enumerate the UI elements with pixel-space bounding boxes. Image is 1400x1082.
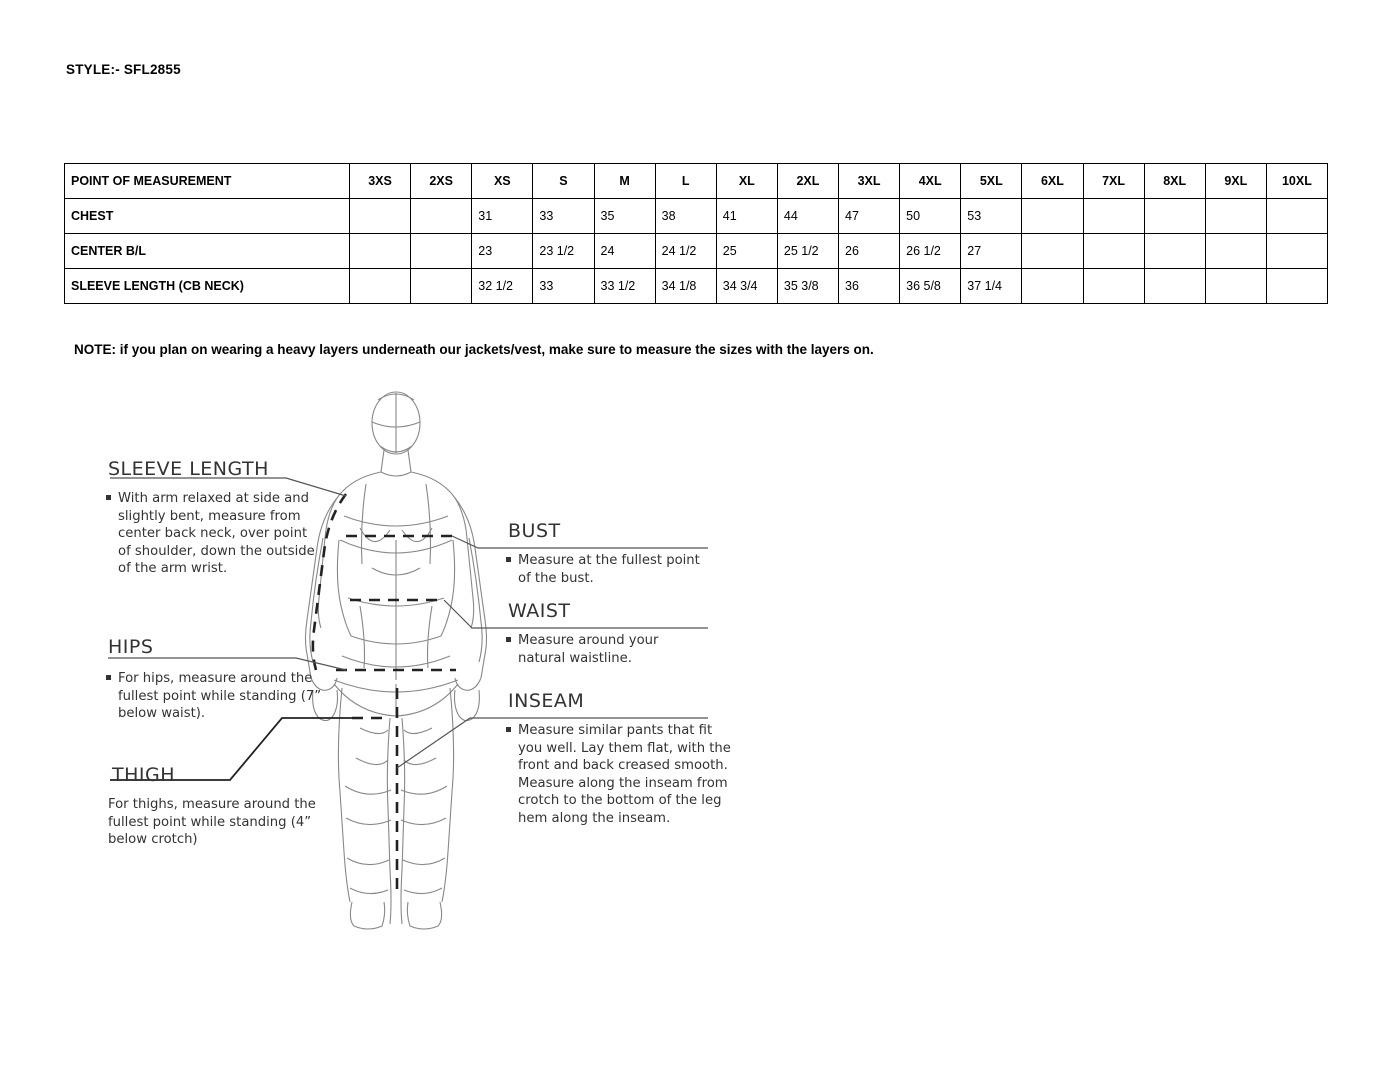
column-header-size: L <box>655 164 716 199</box>
annotation-text: Measure similar pants that fit you well. Lay them flat, with the front and back creased smooth. Measure along the inseam from crotch to the bottom of the leg hem along the inseam. <box>518 723 731 826</box>
table-cell <box>1144 234 1205 269</box>
table-cell: 25 1/2 <box>777 234 838 269</box>
table-cell: 24 <box>594 234 655 269</box>
annotation-title-waist: WAIST <box>508 600 571 622</box>
annotation-title-thigh: THIGH <box>112 764 176 786</box>
annotation-body-sleeve-length <box>118 490 323 578</box>
bullet-icon <box>506 557 511 562</box>
table-cell <box>1144 269 1205 304</box>
annotation-body-waist <box>518 632 708 667</box>
annotation-text: Measure around your natural waistline. <box>518 633 659 666</box>
annotation-text: With arm relaxed at side and slightly bent, measure from center back neck, over point of shoulder, down the outside of the arm wrist. <box>118 491 315 576</box>
table-cell: 33 <box>533 269 594 304</box>
annotation-body-bust <box>518 552 708 587</box>
table-cell <box>1266 269 1327 304</box>
table-cell <box>1083 234 1144 269</box>
table-row <box>65 269 1328 304</box>
size-chart-table <box>64 163 1328 304</box>
annotation-body-inseam <box>518 722 736 827</box>
table-cell <box>1022 199 1083 234</box>
table-cell <box>350 234 411 269</box>
bullet-icon <box>506 727 511 732</box>
annotation-title-bust: BUST <box>508 520 561 542</box>
table-cell: 37 1/4 <box>961 269 1022 304</box>
column-header-size: 4XL <box>900 164 961 199</box>
table-cell: 41 <box>716 199 777 234</box>
table-cell: 38 <box>655 199 716 234</box>
table-cell: 36 <box>839 269 900 304</box>
annotation-body-hips <box>118 670 330 723</box>
table-cell <box>1144 199 1205 234</box>
table-cell <box>350 199 411 234</box>
column-header-size: 2XL <box>777 164 838 199</box>
table-cell: 44 <box>777 199 838 234</box>
table-cell <box>1083 269 1144 304</box>
table-cell <box>1266 199 1327 234</box>
row-label: CHEST <box>65 199 350 234</box>
column-header-size: XL <box>716 164 777 199</box>
table-cell: 34 3/4 <box>716 269 777 304</box>
table-cell <box>350 269 411 304</box>
bullet-icon <box>106 675 111 680</box>
table-cell <box>1022 234 1083 269</box>
column-header-size: 10XL <box>1266 164 1327 199</box>
annotation-title-inseam: INSEAM <box>508 690 585 712</box>
table-cell <box>411 269 472 304</box>
table-cell: 35 <box>594 199 655 234</box>
table-cell: 36 5/8 <box>900 269 961 304</box>
table-cell <box>1205 234 1266 269</box>
table-cell: 34 1/8 <box>655 269 716 304</box>
column-header-size: 3XL <box>839 164 900 199</box>
leader-waist <box>444 600 708 628</box>
column-header-size: XS <box>472 164 533 199</box>
row-label: SLEEVE LENGTH (CB NECK) <box>65 269 350 304</box>
column-header-size: 3XS <box>350 164 411 199</box>
column-header-size: 6XL <box>1022 164 1083 199</box>
table-header-row <box>65 164 1328 199</box>
column-header-size: S <box>533 164 594 199</box>
table-cell: 24 1/2 <box>655 234 716 269</box>
table-cell: 31 <box>472 199 533 234</box>
table-cell: 26 <box>839 234 900 269</box>
table-cell: 35 3/8 <box>777 269 838 304</box>
row-label: CENTER B/L <box>65 234 350 269</box>
table-cell: 50 <box>900 199 961 234</box>
table-cell: 25 <box>716 234 777 269</box>
table-cell: 33 <box>533 199 594 234</box>
table-cell: 47 <box>839 199 900 234</box>
column-header-size: M <box>594 164 655 199</box>
annotation-text: For hips, measure around the fullest point while standing (7” below waist). <box>118 671 322 721</box>
annotation-text: For thighs, measure around the fullest point while standing (4” below crotch) <box>108 797 316 847</box>
table-cell: 33 1/2 <box>594 269 655 304</box>
table-cell <box>1266 234 1327 269</box>
column-header-size: 2XS <box>411 164 472 199</box>
table-row <box>65 199 1328 234</box>
table-cell: 23 1/2 <box>533 234 594 269</box>
leader-bust <box>452 536 708 548</box>
annotation-title-hips: HIPS <box>108 636 154 658</box>
column-header-size: 9XL <box>1205 164 1266 199</box>
table-cell <box>1022 269 1083 304</box>
annotation-body-thigh <box>108 796 322 849</box>
table-cell: 27 <box>961 234 1022 269</box>
bullet-icon <box>106 495 111 500</box>
table-cell <box>411 234 472 269</box>
table-cell <box>1205 199 1266 234</box>
table-cell <box>411 199 472 234</box>
page-title: STYLE:- SFL2855 <box>66 62 181 77</box>
column-header-size: 5XL <box>961 164 1022 199</box>
column-header-point-of-measurement: POINT OF MEASUREMENT <box>65 164 350 199</box>
measurement-note: NOTE: if you plan on wearing a heavy layers underneath our jackets/vest, make sure to measure the sizes with the layers on. <box>74 342 874 357</box>
table-cell: 23 <box>472 234 533 269</box>
table-cell: 53 <box>961 199 1022 234</box>
annotation-title-sleeve-length: SLEEVE LENGTH <box>108 458 269 480</box>
column-header-size: 7XL <box>1083 164 1144 199</box>
table-cell <box>1205 269 1266 304</box>
table-cell: 26 1/2 <box>900 234 961 269</box>
bullet-icon <box>506 637 511 642</box>
leader-hips <box>108 658 346 670</box>
table-row <box>65 234 1328 269</box>
table-cell <box>1083 199 1144 234</box>
table-cell: 32 1/2 <box>472 269 533 304</box>
measurement-diagram <box>60 388 800 948</box>
column-header-size: 8XL <box>1144 164 1205 199</box>
annotation-text: Measure at the fullest point of the bust. <box>518 553 700 586</box>
